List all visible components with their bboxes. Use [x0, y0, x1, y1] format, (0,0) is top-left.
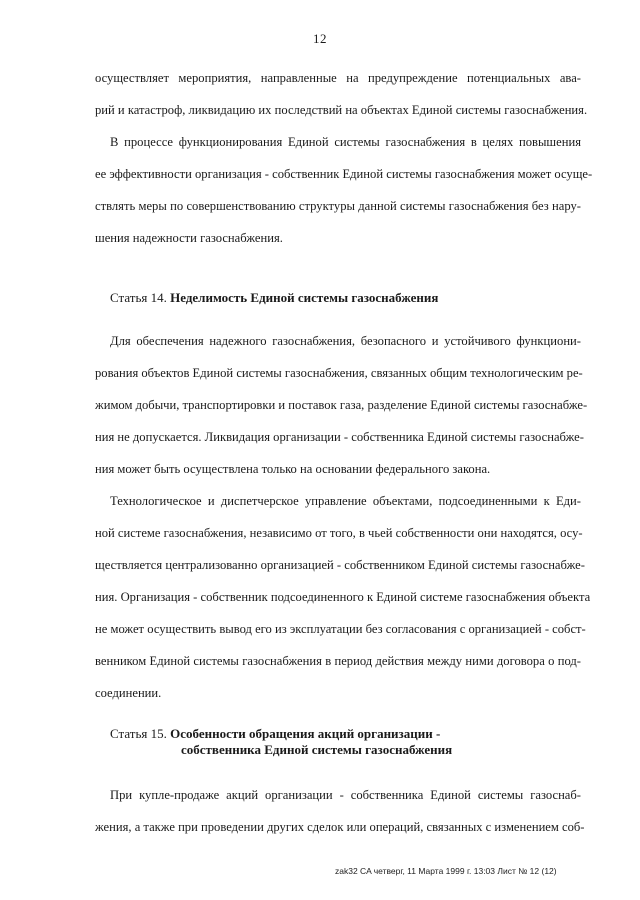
text-line: При купле-продаже акций организации - собственника Единой системы газоснаб-	[110, 788, 581, 802]
text-line: соединении.	[95, 686, 162, 700]
text-line: ной системе газоснабжения, независимо от того, в чьей собственности они находятся, осу-	[95, 526, 583, 540]
text-line: В процессе функционирования Единой системы газоснабжения в целях повышения	[110, 135, 581, 149]
text-line: жимом добычи, транспортировки и поставок газа, разделение Единой системы газоснабже-	[95, 398, 588, 412]
text-line: ществляется централизованно организацией - собственником Единой системы газоснабже-	[95, 558, 585, 572]
text-line: ния может быть осуществлена только на основании федерального закона.	[95, 462, 491, 476]
text-line: ния не допускается. Ликвидация организации - собственника Единой системы газоснабже-	[95, 430, 584, 444]
text-line: шения надежности газоснабжения.	[95, 231, 283, 245]
text-line: Технологическое и диспетчерское управление объектами, подсоединенными к Еди-	[110, 494, 581, 508]
text-line: ее эффективности организация - собственник Единой системы газоснабжения может осуще-	[95, 167, 593, 181]
article-14-heading	[110, 289, 438, 306]
article-15-heading	[110, 725, 440, 742]
text-line: рования объектов Единой системы газоснабжения, связанных общим технологическим ре-	[95, 366, 583, 380]
text-line: рий и катастроф, ликвидацию их последствий на объектах Единой системы газоснабжения.	[95, 103, 588, 117]
text-line: ствлять меры по совершенствованию структуры данной системы газоснабжения без нару-	[95, 199, 581, 213]
text-line: жения, а также при проведении других сделок или операций, связанных с изменением соб-	[95, 820, 585, 834]
text-line: венником Единой системы газоснабжения в период действия между ними договора о под-	[95, 654, 581, 668]
article-title: Неделимость Единой системы газоснабжения	[170, 290, 439, 305]
text-line: осуществляет мероприятия, направленные на предупреждение потенциальных ава-	[95, 71, 581, 85]
article-number: Статья 15.	[110, 726, 167, 741]
text-line: ния. Организация - собственник подсоединенного к Единой системе газоснабжения объекта	[95, 590, 591, 604]
article-title-continued: собственника Единой системы газоснабжения	[181, 742, 453, 757]
text-line: не может осуществить вывод его из эксплуатации без согласования с организацией - собст-	[95, 622, 586, 636]
article-title: Особенности обращения акций организации -	[170, 726, 441, 741]
text-line: Для обеспечения надежного газоснабжения, безопасного и устойчивого функциони-	[110, 334, 581, 348]
page-footer: zak32 CA четверг, 11 Марта 1999 г. 13:03 Лист № 12 (12)	[335, 866, 557, 876]
article-number: Статья 14.	[110, 290, 167, 305]
page-number: 12	[313, 31, 327, 46]
